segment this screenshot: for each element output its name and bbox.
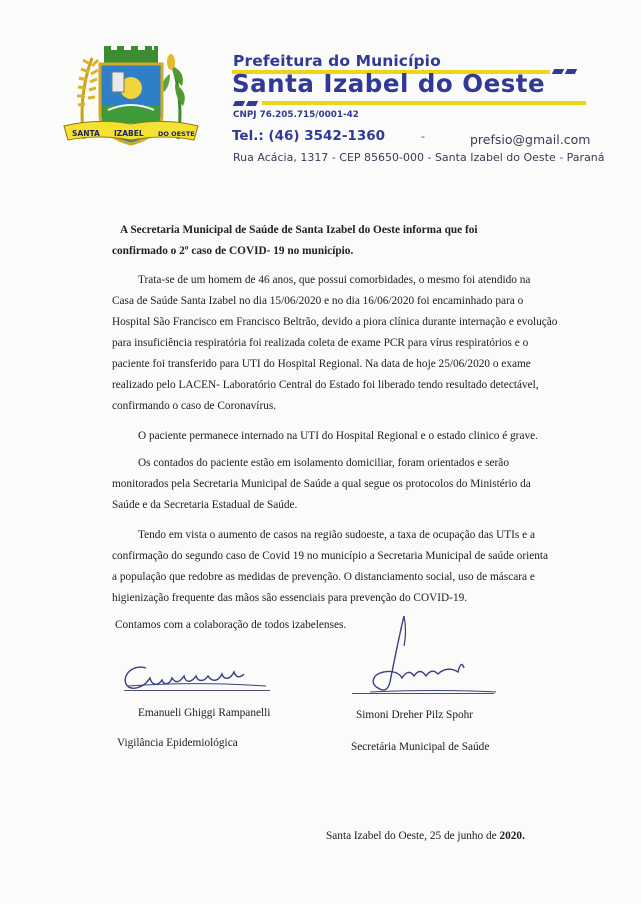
signature-line-right xyxy=(352,693,494,694)
letterhead-cnpj: CNPJ 76.205.715/0001-42 xyxy=(233,110,359,120)
signatory-1-role: Vigilância Epidemiológica xyxy=(117,737,238,749)
date-line-prefix: Santa Izabel do Oeste, 25 de junho de xyxy=(326,830,500,842)
paragraph-1-line: confirmando o caso de Coronavírus. xyxy=(112,400,277,412)
signature-line-left xyxy=(124,690,270,691)
signature-simoni xyxy=(360,612,500,696)
paragraph-4-line: Tendo em vista o aumento de casos na região sudoeste, a taxa de ocupação das UTIs e a xyxy=(138,529,535,541)
date-line xyxy=(326,826,525,847)
signatory-2-role: Secretária Municipal de Saúde xyxy=(351,741,490,753)
paragraph-1-line: Hospital São Francisco em Francisco Beltrão, devido a piora clínica durante internação e evolução xyxy=(112,316,558,328)
paragraph-3-line: monitorados pela Secretaria Municipal de Saúde a qual segue os protocolos do Ministério da xyxy=(112,478,531,490)
letterhead-address: Rua Acácia, 1317 - CEP 85650-000 - Santa Izabel do Oeste - Paraná xyxy=(233,151,605,164)
crest-ribbon-text-1: SANTA xyxy=(72,129,100,138)
paragraph-4-line: higienização frequente das mãos são essenciais para prevenção do COVID-19. xyxy=(112,592,468,604)
date-line-year: 2020. xyxy=(499,830,525,842)
headline-line-1: A Secretaria Municipal de Saúde de Santa Izabel do Oeste informa que foi xyxy=(120,224,478,236)
letterhead-title-line1: Prefeitura do Município xyxy=(233,52,441,70)
letterhead-title-line2: Santa Izabel do Oeste xyxy=(232,69,546,98)
headline-line-2: confirmado o 2º caso de COVID- 19 no município. xyxy=(112,245,354,257)
letterhead-yellow-line-bottom xyxy=(262,101,586,105)
closing-text: Contamos com a colaboração de todos izabelenses. xyxy=(115,619,347,631)
paragraph-3-line: Saúde e da Secretaria Estadual de Saúde. xyxy=(112,499,298,511)
paragraph-4-line: confirmação do segundo caso de Covid 19 no município a Secretaria Municipal de saúde orienta xyxy=(112,550,549,562)
paragraph-4-line: a população que redobre as medidas de prevenção. O distanciamento social, uso de máscara e xyxy=(112,571,535,583)
municipal-crest-logo xyxy=(62,44,200,162)
paragraph-2-line: O paciente permanece internado na UTI do Hospital Regional e o estado clinico é grave. xyxy=(138,430,538,442)
letterhead-email: prefsio@gmail.com xyxy=(470,132,591,147)
signatory-1-name: Emanueli Ghiggi Rampanelli xyxy=(138,707,271,719)
paragraph-1-line: Trata-se de um homem de 46 anos, que possui comorbidades, o mesmo foi atendido na xyxy=(138,274,531,286)
crest-ribbon-text-3: DO OESTE xyxy=(158,130,195,138)
crest-ribbon-text-2: IZABEL xyxy=(114,129,144,138)
paragraph-1-line: Casa de Saúde Santa Izabel no dia 15/06/2020 e no dia 16/06/2020 foi encaminhado para o xyxy=(112,295,524,307)
signatory-2-name: Simoni Dreher Pilz Spohr xyxy=(356,709,474,721)
paragraph-1-line: paciente foi transferido para UTI do Hospital Regional. Na data de hoje 25/06/2020 o exame xyxy=(112,358,531,370)
letterhead-telephone: Tel.: (46) 3542-1360 xyxy=(232,128,386,144)
paragraph-1-line: realizado pelo LACEN- Laboratório Central do Estado foi liberado tendo resultado detectável, xyxy=(112,379,539,391)
letterhead-navy-bars-top xyxy=(553,69,576,74)
paragraph-3-line: Os contados do paciente estão em isolamento domiciliar, foram orientados e serão xyxy=(138,457,509,469)
paragraph-1-line: para insuficiência respiratória foi realizada coleta de exame PCR para vírus respiratórios e o xyxy=(112,337,529,349)
letterhead-separator: - xyxy=(421,130,425,143)
letterhead-navy-bars-bottom xyxy=(234,101,257,106)
